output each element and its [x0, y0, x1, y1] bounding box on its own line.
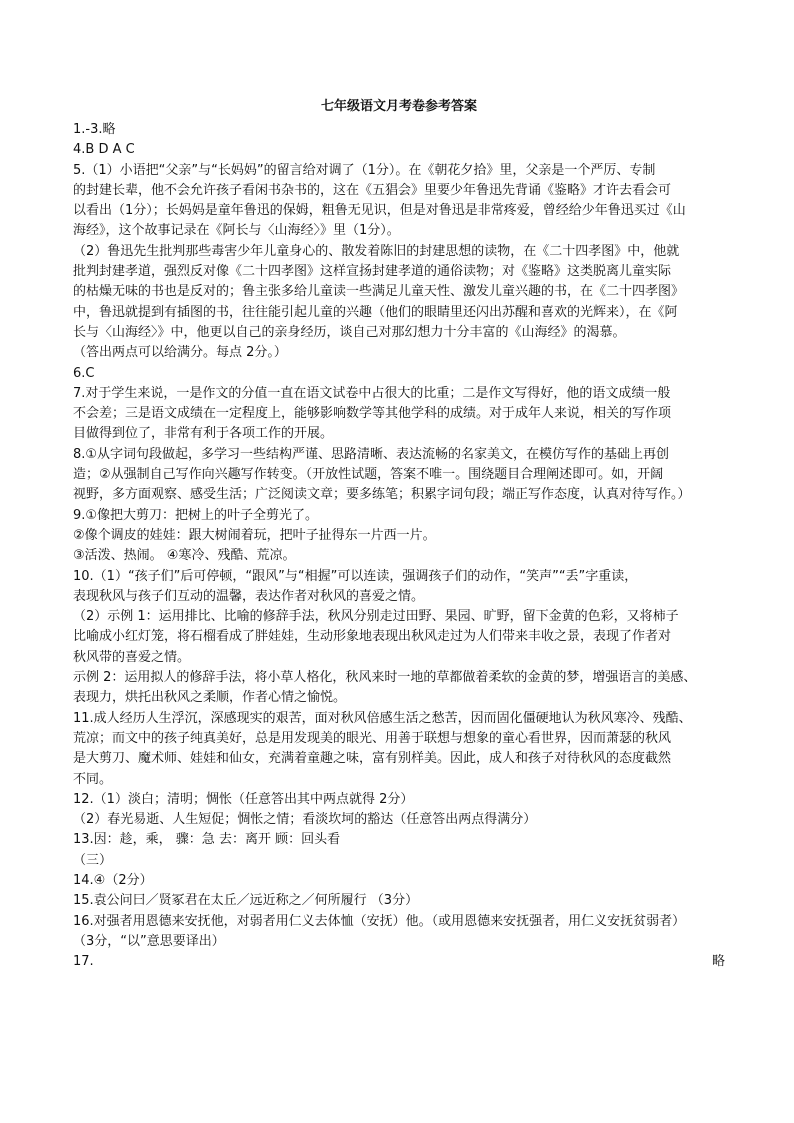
document-title: 七年级语文月考卷参考答案 [320, 99, 477, 114]
answer-line: 6.C [73, 365, 95, 381]
answer-line: 7.对于学生来说，一是作文的分值一直在语文试卷中占很大的比重；二是作文写得好，他的语文成绩一般 [73, 385, 671, 401]
answer-line: 12.（1）淡白；清明；惆怅（任意答出其中两点就得 2分） [73, 791, 414, 807]
answer-line: 11.成人经历人生浮沉，深感现实的艰苦，面对秋风倍感生活之愁苦，因而固化僵硬地认为秋风寒冷、残酷、 [73, 710, 692, 726]
answer-line: （答出两点可以给满分。每点 2分。） [73, 345, 287, 361]
answer-line: 海经》，这个故事记录在《阿长与〈山海经〉》里（1分）。 [73, 223, 400, 239]
answer-line: 14.④（2分） [73, 872, 153, 888]
answer-key-page [73, 96, 725, 972]
answer-lines [73, 120, 725, 952]
question-number-17: 17. [73, 954, 94, 970]
answer-line: 造；②从强制自己写作向兴趣写作转变。（开放性试题，答案不唯一。围绕题目合理阐述即可。如，开阔 [73, 467, 664, 483]
answer-line: 是大剪刀、魔术师、娃娃和仙女，充满着童趣之味，富有别样美。因此，成人和孩子对待秋风的态度截然 [73, 751, 672, 767]
answer-line: 比喻成小红灯笼，将石榴看成了胖娃娃，生动形象地表现出秋风走过为人们带来丰收之景，表现了作者对 [73, 629, 672, 645]
answer-line: 4.B D A C [73, 142, 135, 158]
answer-line: 表现力，烘托出秋风之柔顺，作者心情之愉悦。 [73, 690, 347, 706]
answer-line: （三） [73, 852, 113, 868]
answer-line: （2）鲁迅先生批判那些毒害少年儿童身心的、散发着陈旧的封建思想的读物，在《二十四孝图》中，他就 [73, 243, 680, 259]
answer-line: 的封建长辈，他不会允许孩子看闲书杂书的，这在《五猖会》里要少年鲁迅先背诵《鉴略》才许去看会可 [73, 182, 672, 198]
answer-line: 10.（1）“孩子们”后可停顿，“跟风”与“相握”可以连读，强调孩子们的动作，“笑声”“丢”字重读， [73, 568, 638, 584]
answer-line: 荒凉；而文中的孩子纯真美好，总是用发现美的眼光、用善于联想与想象的童心看世界，因而萧瑟的秋风 [73, 730, 672, 746]
answer-line: 长与〈山海经〉》中，他更以自己的亲身经历，谈自己对那幻想力十分丰富的《山海经》的渴慕。 [73, 324, 626, 340]
answer-line: 示例 2：运用拟人的修辞手法，将小草人格化，秋风来时一地的草都做着柔软的金黄的梦，增强语言的美感、 [73, 670, 697, 686]
answer-line: 不同。 [73, 771, 113, 787]
answer-line: ②像个调皮的娃娃：跟大树闹着玩，把叶子扯得东一片西一片。 [73, 527, 436, 543]
answer-line: 批判封建孝道，强烈反对像《二十四孝图》这样宣扬封建孝道的通俗读物；对《鉴略》这类脱离儿童实际 [73, 264, 672, 280]
answer-line: 13.因：趁，乘， 骤：急 去：离开 顾：回头看 [73, 832, 341, 848]
answer-line: （2）示例 1：运用排比、比喻的修辞手法，秋风分别走过田野、果园、旷野，留下金黄的色彩，又将柿子 [73, 609, 679, 625]
answer-line: 表现秋风与孩子们互动的温馨，表达作者对秋风的喜爱之情。 [73, 588, 425, 604]
answer-line: 8.①从字词句段做起，多学习一些结构严谨、思路清晰、表达流畅的名家美文，在模仿写作的基础上再创 [73, 446, 670, 462]
question-answer-17: 略 [711, 954, 725, 970]
answer-line: 9.①像把大剪刀：把树上的叶子全剪光了。 [73, 507, 319, 523]
answer-line: 的枯燥无味的书也是反对的；鲁主张多给儿童读一些满足儿童天性、激发儿童兴趣的书，在《二十四孝图》 [73, 284, 685, 300]
answer-line: 16.对强者用恩德来安抚他，对弱者用仁义去体恤（安抚）他。（或用恩德来安抚强者，用仁义安抚贫弱者） [73, 913, 686, 929]
answer-line: 目做得到位了，非常有利于各项工作的开展。 [73, 426, 334, 442]
answer-line: 中，鲁迅就提到有插图的书，往往能引起儿童的兴趣（他们的眼睛里还闪出苏醒和喜欢的光辉来），在《阿 [73, 304, 678, 320]
answer-line: 1.-3.略 [73, 122, 116, 137]
answer-line-17 [73, 952, 725, 972]
answer-line: 不会差；三是语文成绩在一定程度上，能够影响数学等其他学科的成绩。对于成年人来说，相关的写作项 [73, 406, 672, 422]
answer-line: 15.袁公问曰／贤冢君在太丘／远近称之／何所履行 （3分） [73, 893, 419, 909]
answer-line: 秋风带的喜爱之情。 [73, 649, 191, 665]
answer-line: （2）春光易逝、人生短促；惆怅之情；看淡坎坷的豁达（任意答出两点得满分） [73, 812, 537, 828]
answer-line: 视野，多方面观察、感受生活；广泛阅读文章；要多练笔；积累字词句段；端正写作态度，认真对待写作。） [73, 487, 691, 503]
answer-line: ③活泼、热闹。 ④寒冷、残酷、荒凉。 [73, 548, 296, 564]
answer-line: 5.（1）小语把“父亲”与“长妈妈”的留言给对调了（1分）。在《朝花夕拾》里，父亲是一个严厉、专制 [73, 162, 656, 178]
answer-line: （3分，“以”意思要译出） [73, 933, 225, 949]
answer-line: 以看出（1分）；长妈妈是童年鲁迅的保姆，粗鲁无见识，但是对鲁迅是非常疼爱，曾经给少年鲁迅买过《山 [73, 203, 686, 219]
